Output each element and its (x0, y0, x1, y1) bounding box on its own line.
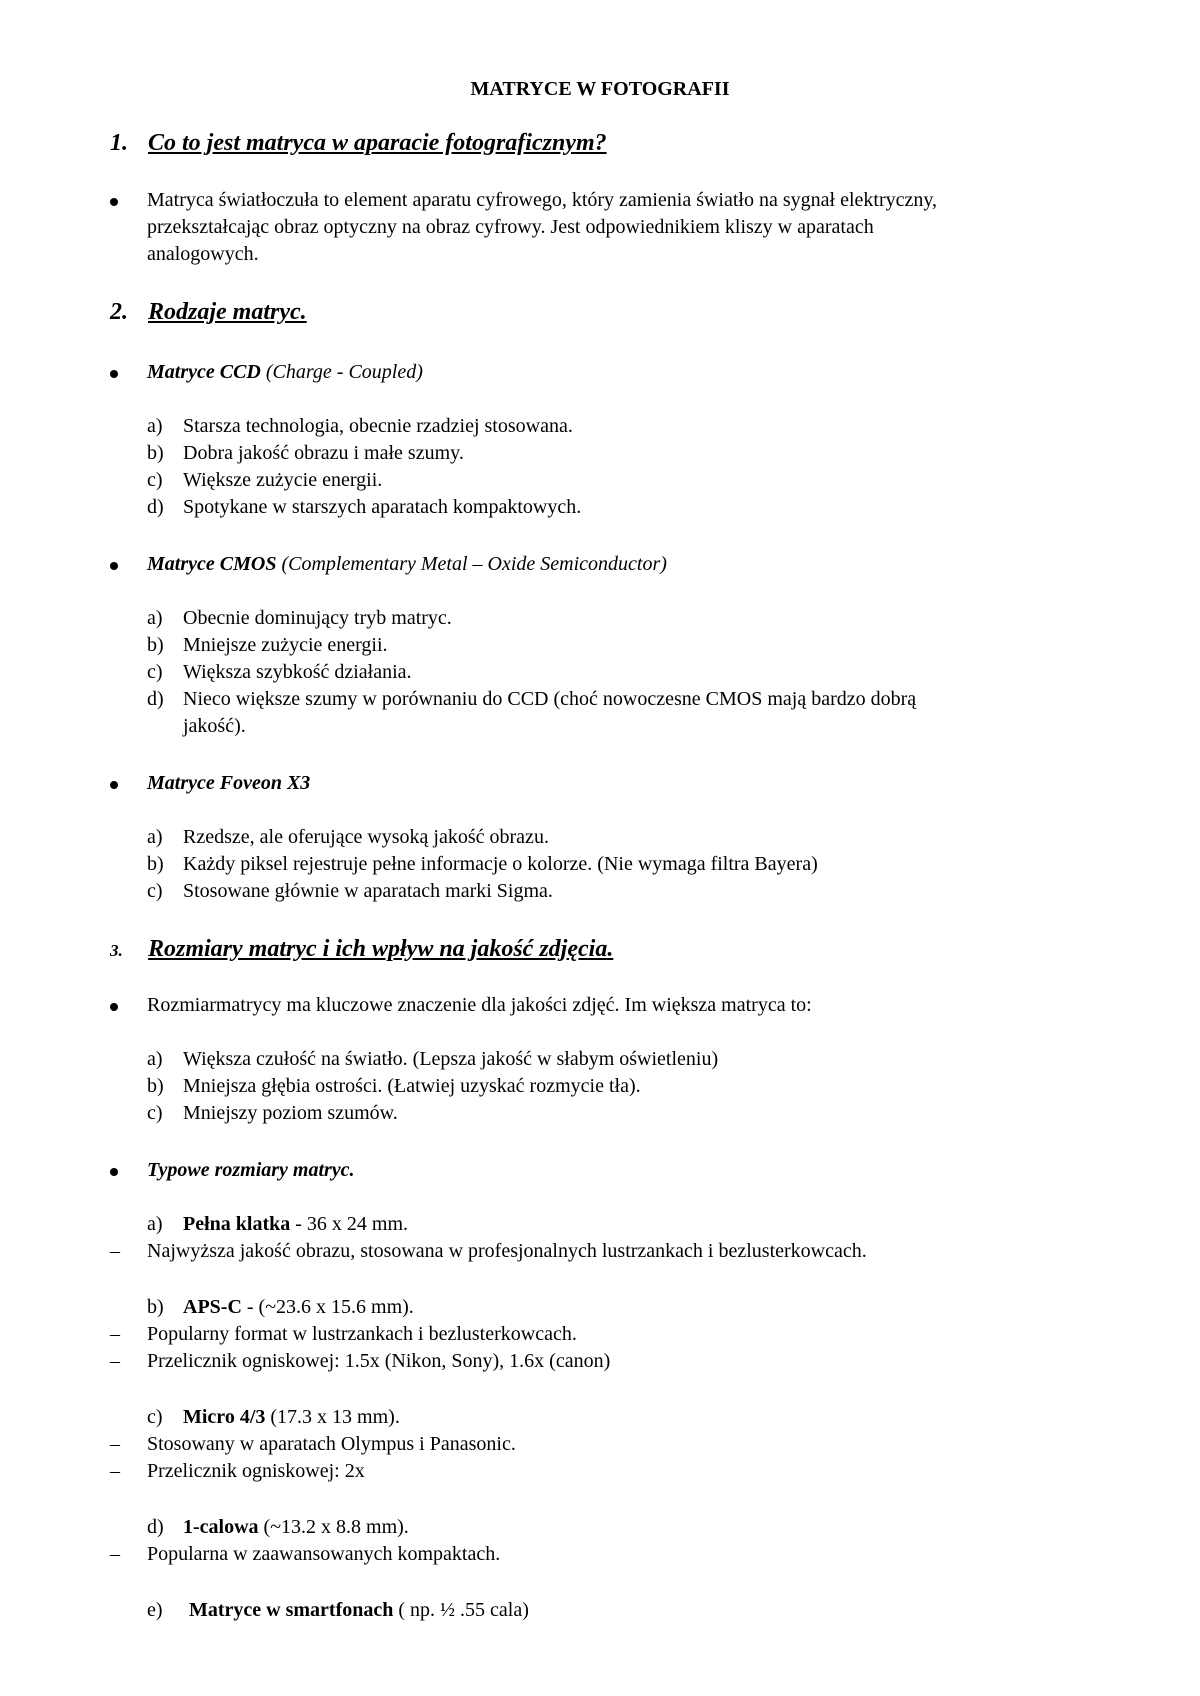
section-1-heading (110, 130, 607, 157)
bullet-icon (110, 1003, 118, 1011)
dash-item (110, 1433, 516, 1456)
list-letter: a) (147, 826, 163, 848)
list-item (147, 826, 549, 849)
list-letter: d) (147, 688, 164, 710)
paragraph-line: przekształcając obraz optyczny na obraz cyfrowy. Jest odpowiednikiem kliszy w aparatach (147, 216, 874, 238)
list-letter: a) (147, 607, 163, 629)
matrix-type-name: Matryce CCD (147, 361, 261, 383)
list-letter: b) (147, 1296, 164, 1318)
dash-item (110, 1543, 500, 1566)
dash-text: Stosowany w aparatach Olympus i Panasonic. (147, 1433, 516, 1455)
list-letter: a) (147, 1048, 163, 1070)
dash-item (110, 1460, 365, 1483)
size-name: Micro 4/3 (183, 1406, 266, 1428)
list-text: Spotykane w starszych aparatach kompaktowych. (183, 496, 582, 518)
bullet-icon (110, 198, 118, 206)
list-item (147, 415, 573, 438)
section-3-heading (110, 936, 613, 963)
size-name: Matryce w smartfonach (189, 1599, 394, 1621)
list-letter: e) (147, 1599, 163, 1621)
list-text: Obecnie dominujący tryb matryc. (183, 607, 452, 629)
list-letter: c) (147, 1406, 163, 1428)
list-item (147, 607, 452, 630)
size-spec: - 36 x 24 mm. (290, 1213, 409, 1235)
dash-text: Przelicznik ogniskowej: 1.5x (Nikon, Sony), 1.6x (canon) (147, 1350, 611, 1372)
list-item (147, 1102, 398, 1125)
typical-sizes-heading: Typowe rozmiary matryc. (147, 1159, 355, 1181)
paragraph-line: Matryca światłoczuła to element aparatu cyfrowego, który zamienia światło na sygnał elektryczny, (147, 189, 938, 211)
bullet-icon (110, 562, 118, 570)
list-letter: c) (147, 880, 163, 902)
list-text: Większe zużycie energii. (183, 469, 383, 491)
paragraph-line: analogowych. (147, 243, 259, 265)
size-item (147, 1516, 409, 1539)
list-letter: b) (147, 442, 164, 464)
size-spec: (~13.2 x 8.8 mm). (258, 1516, 409, 1538)
dash-text: Najwyższa jakość obrazu, stosowana w profesjonalnych lustrzankach i bezlusterkowcach. (147, 1240, 867, 1262)
list-letter: c) (147, 661, 163, 683)
list-text: Stosowane głównie w aparatach marki Sigma. (183, 880, 553, 902)
paragraph-line: Rozmiarmatrycy ma kluczowe znaczenie dla jakości zdjęć. Im większa matryca to: (147, 994, 812, 1016)
list-text: Dobra jakość obrazu i małe szumy. (183, 442, 464, 464)
list-text: Większa szybkość działania. (183, 661, 412, 683)
cmos-heading (147, 553, 667, 576)
list-item (147, 661, 412, 684)
list-text: Każdy piksel rejestruje pełne informacje o kolorze. (Nie wymaga filtra Bayera) (183, 853, 818, 875)
list-text: Mniejsza głębia ostrości. (Łatwiej uzyskać rozmycie tła). (183, 1075, 641, 1097)
list-letter: c) (147, 469, 163, 491)
dash-item (110, 1240, 867, 1263)
list-item (147, 853, 818, 876)
dash-text: Popularny format w lustrzankach i bezlusterkowcach. (147, 1323, 577, 1345)
list-text: Mniejsze zużycie energii. (183, 634, 388, 656)
dash-icon: – (110, 1350, 120, 1372)
dash-icon: – (110, 1460, 120, 1482)
dash-icon: – (110, 1323, 120, 1345)
list-text: Starsza technologia, obecnie rzadziej stosowana. (183, 415, 573, 437)
section-number: 2. (110, 299, 128, 325)
matrix-type-desc: (Complementary Metal – Oxide Semiconductor) (276, 553, 667, 575)
section-number: 1. (110, 130, 128, 156)
ccd-heading (147, 361, 423, 384)
list-item (147, 469, 382, 492)
list-item (147, 442, 464, 465)
dash-text: Popularna w zaawansowanych kompaktach. (147, 1543, 501, 1565)
list-letter: a) (147, 1213, 163, 1235)
foveon-heading: Matryce Foveon X3 (147, 772, 311, 794)
section-2-heading (110, 299, 307, 326)
dash-text: Przelicznik ogniskowej: 2x (147, 1460, 365, 1482)
list-item-continuation: jakość). (183, 715, 246, 737)
section-number: 3. (110, 941, 123, 960)
section-title: Co to jest matryca w aparacie fotograficznym? (148, 130, 607, 156)
section-title: Rodzaje matryc. (148, 299, 307, 325)
size-item (147, 1406, 400, 1429)
list-letter: b) (147, 853, 164, 875)
list-letter: b) (147, 634, 164, 656)
bullet-icon (110, 370, 118, 378)
size-spec: ( np. ½ .55 cala) (393, 1599, 529, 1621)
size-name: 1-calowa (183, 1516, 259, 1538)
dash-item (110, 1350, 610, 1373)
dash-icon: – (110, 1543, 120, 1565)
section-title: Rozmiary matryc i ich wpływ na jakość zdjęcia. (148, 936, 614, 962)
list-text: Rzedsze, ale oferujące wysoką jakość obrazu. (183, 826, 549, 848)
matrix-type-name: Matryce CMOS (147, 553, 277, 575)
list-item (147, 688, 916, 711)
list-item (147, 1075, 641, 1098)
matrix-type-desc: (Charge - Coupled) (260, 361, 423, 383)
size-item (147, 1296, 414, 1319)
bullet-icon (110, 1168, 118, 1176)
list-letter: b) (147, 1075, 164, 1097)
list-letter: d) (147, 1516, 164, 1538)
list-item (147, 880, 553, 903)
list-text: Nieco większe szumy w porównaniu do CCD (choć nowoczesne CMOS mają bardzo dobrą (183, 688, 917, 710)
size-name: Pełna klatka (183, 1213, 291, 1235)
list-text: Mniejszy poziom szumów. (183, 1102, 398, 1124)
dash-icon: – (110, 1240, 120, 1262)
list-item (147, 496, 581, 519)
size-name: APS-C (183, 1296, 242, 1318)
size-spec: - (~23.6 x 15.6 mm). (241, 1296, 414, 1318)
bullet-icon (110, 781, 118, 789)
list-letter: c) (147, 1102, 163, 1124)
list-item (147, 634, 388, 657)
size-item (147, 1599, 529, 1622)
list-text: Większa czułość na światło. (Lepsza jakość w słabym oświetleniu) (183, 1048, 719, 1070)
list-letter: d) (147, 496, 164, 518)
list-letter: a) (147, 415, 163, 437)
list-item (147, 1048, 718, 1071)
size-spec: (17.3 x 13 mm). (265, 1406, 400, 1428)
document-title: MATRYCE W FOTOGRAFII (470, 78, 730, 100)
dash-icon: – (110, 1433, 120, 1455)
dash-item (110, 1323, 577, 1346)
size-item (147, 1213, 408, 1236)
